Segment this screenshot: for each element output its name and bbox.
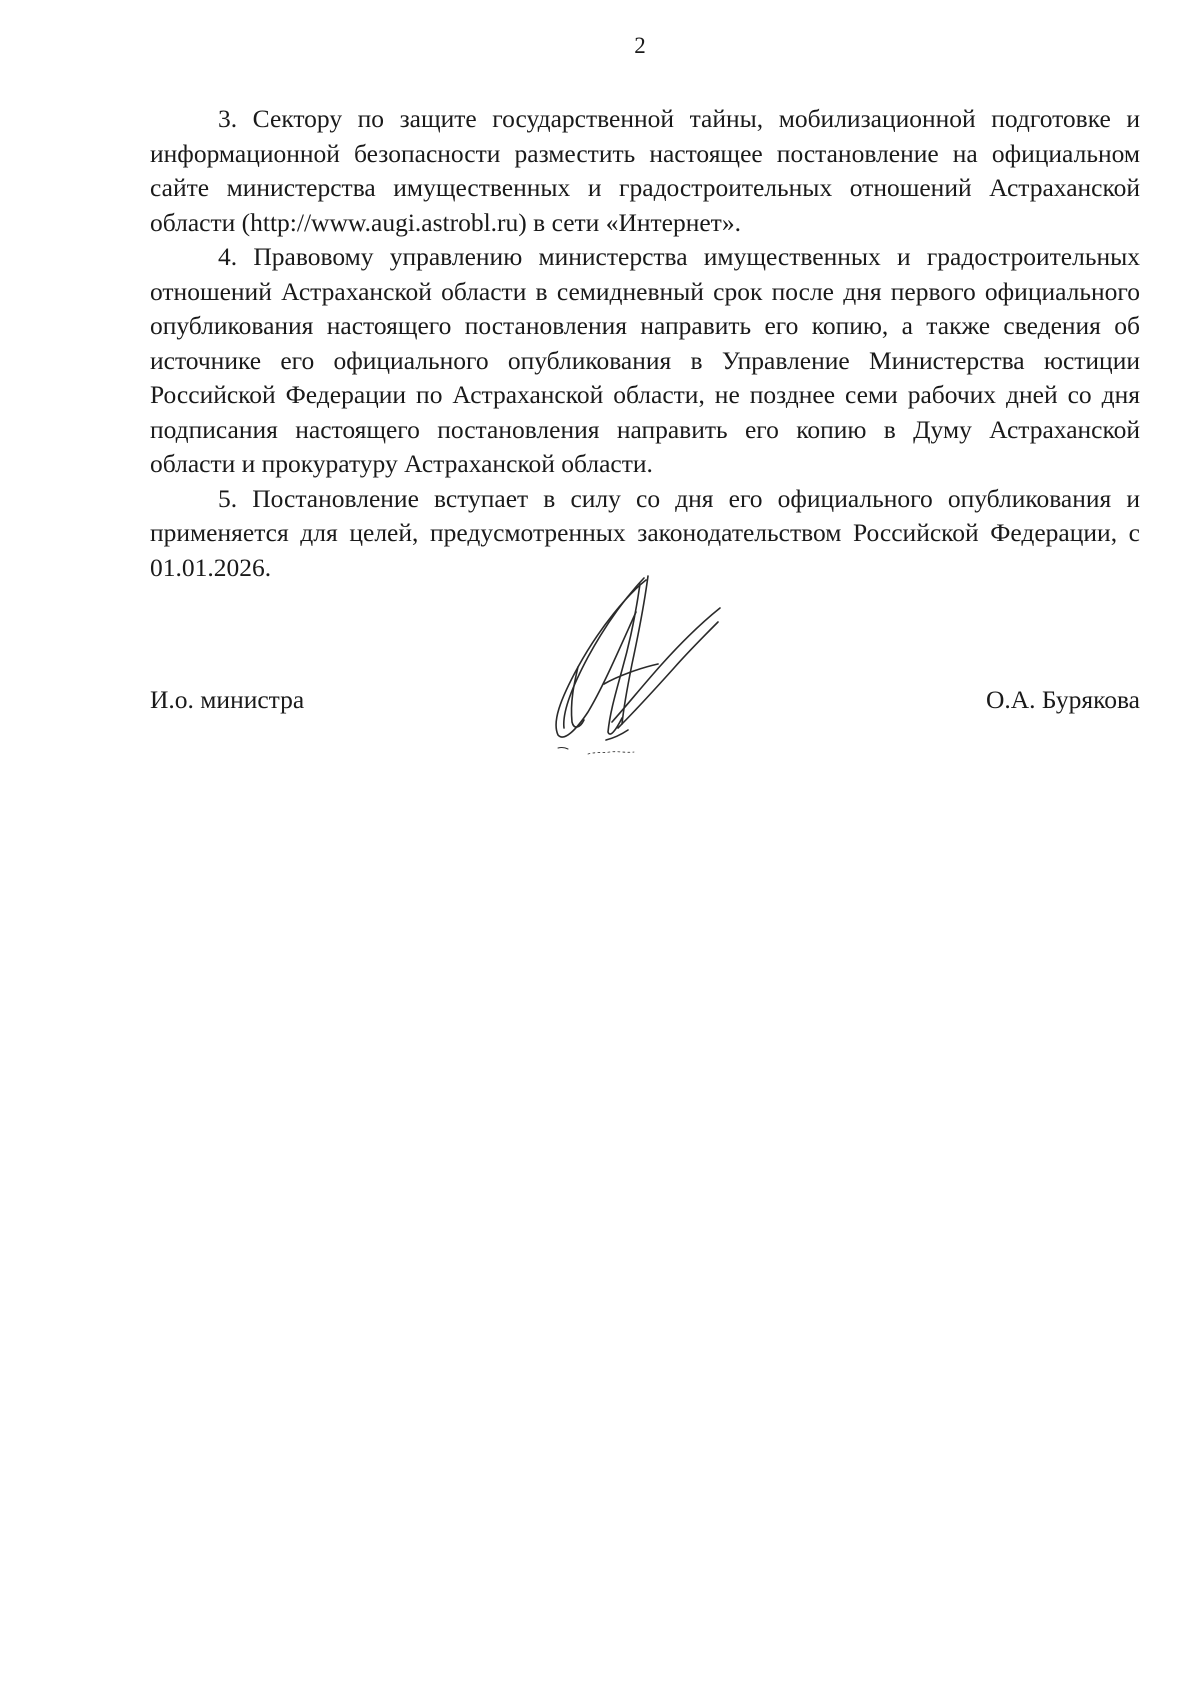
signature-block [150,683,1140,723]
signatory-name: О.А. Бурякова [985,685,1140,714]
paragraph-5: 5. Постановление вступает в силу со дня его официального опубликования и применяется для целей, предусмотренных законодательством Российской Федерации, с 01.01.2026. [150,483,1140,582]
page-number: 2 [634,33,646,58]
paragraph-3: 3. Сектору по защите государственной тайны, мобилизационной подготовке и информационной безопасности разместить настоящее постановление на официальном сайте министерства имущественных и градостроительных отношений Астраханской области (http://www.augi.astrobl.ru) в сети «Интернет». [150,104,1140,237]
document-body [150,102,1140,585]
paragraph-4: 4. Правовому управлению министерства имущественных и градостроительных отношений Астраханской области в семидневный срок после дня первого официального опубликования настоящего постановления направить его копию, а также сведения об источнике его официального опубликования в Управление Министерства юстиции Российской Федерации по Астраханской области, не позднее семи рабочих дней со дня подписания настоящего постановления направить его копию в Думу Астраханской области и прокуратуру Астраханской области. [150,242,1140,478]
signatory-position: И.о. министра [150,685,305,714]
handwritten-signature [548,572,733,762]
